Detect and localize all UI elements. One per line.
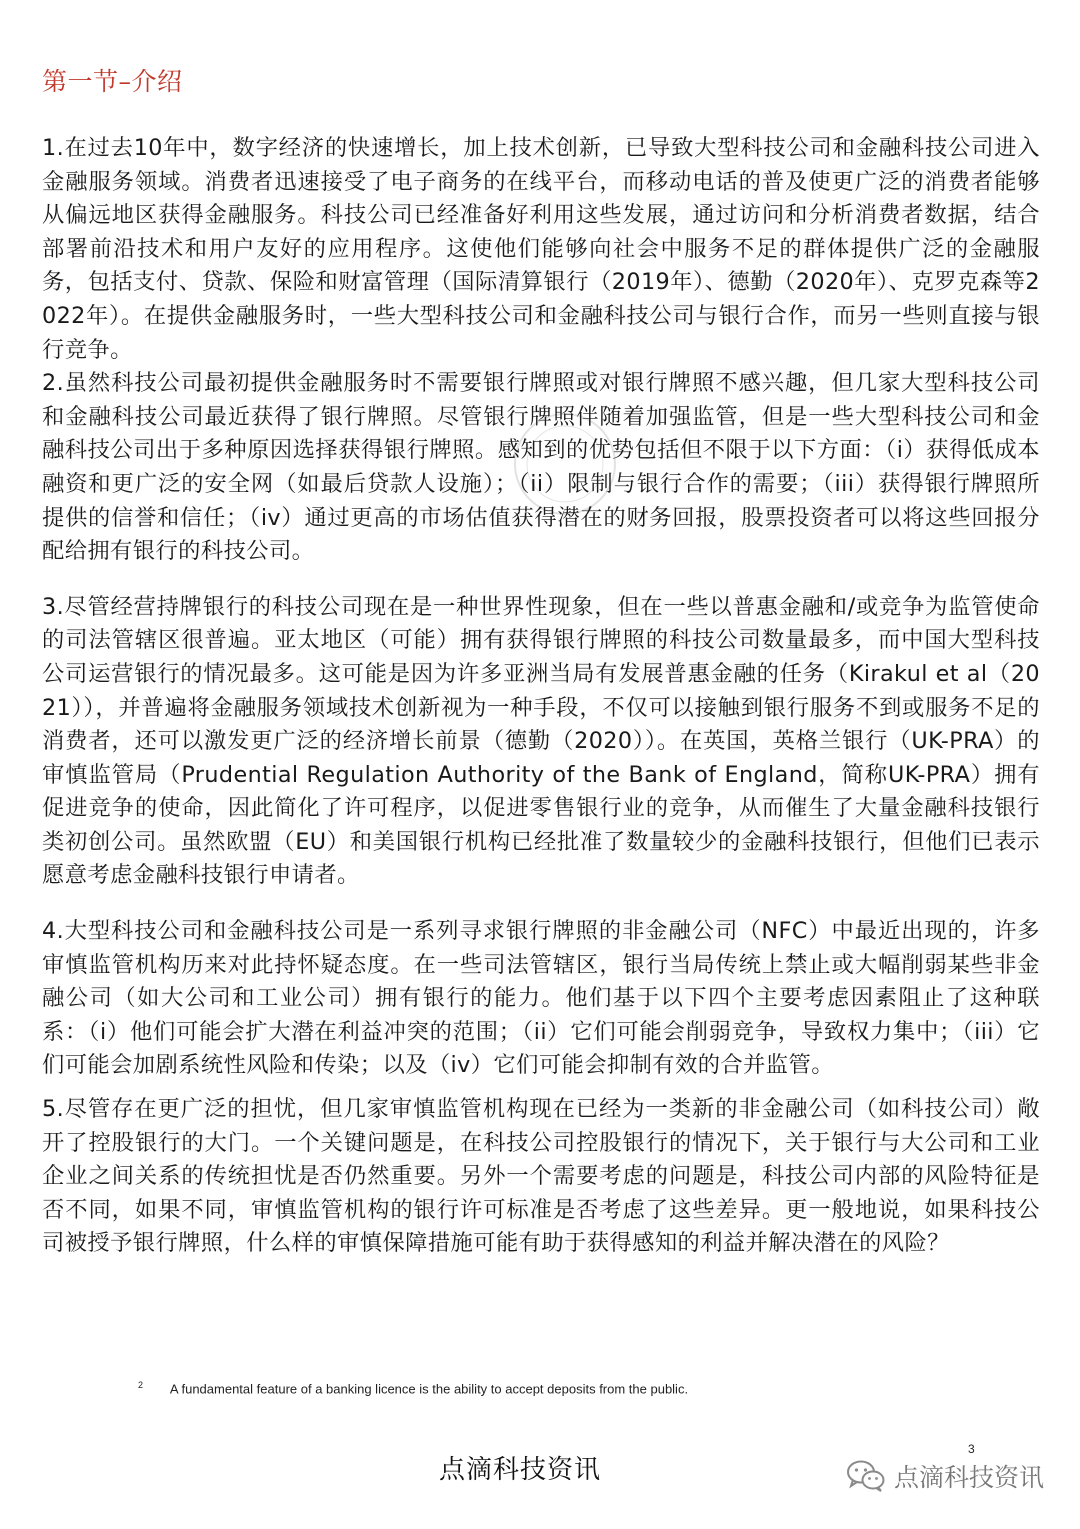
paragraph-5: 5.尽管存在更广泛的担忧，但几家审慎监管机构现在已经为一类新的非金融公司（如科技公司）敞开了控股银行的大门。一个关键问题是，在科技公司控股银行的情况下，关于银行与大公司和工业企业之间关系的传统担忧是否仍然重要。另外一个需要考虑的问题是，科技公司内部的风险特征是否不同，如果不同，审慎监管机构的银行许可标准是否考虑了这些差异。更一般地说，如果科技公司被授予银行牌照，什么样的审慎保障措施可能有助于获得感知的利益并解决潜在的风险？ — [42, 1096, 1040, 1257]
footnote — [138, 1380, 688, 1396]
paragraph-4: 4.大型科技公司和金融科技公司是一系列寻求银行牌照的非金融公司（NFC）中最近出现的，许多审慎监管机构历来对此持怀疑态度。在一些司法管辖区，银行当局传统上禁止或大幅削弱某些非金融公司（如大公司和工业公司）拥有银行的能力。他们基于以下四个主要考虑因素阻止了这种联系：（i）他们可能会扩大潜在利益冲突的范围；（ii）它们可能会削弱竞争，导致权力集中；（iii）它们可能会加剧系统性风险和传染；以及（iv）它们可能会抑制有效的合并监管。 — [42, 918, 1040, 1079]
paragraph-1: 1.在过去10年中，数字经济的快速增长，加上技术创新，已导致大型科技公司和金融科技公司进入金融服务领域。消费者迅速接受了电子商务的在线平台，而移动电话的普及使更广泛的消费者能够从偏远地区获得金融服务。科技公司已经准备好利用这些发展，通过访问和分析消费者数据，结合部署前沿技术和用户友好的应用程序。这使他们能够向社会中服务不足的群体提供广泛的金融服务，包括支付、贷款、保险和财富管理（国际清算银行（2019年）、德勤（2020年）、克罗克森等2022年）。在提供金融服务时，一些大型科技公司和金融科技公司与银行合作，而另一些则直接与银行竞争。 — [42, 135, 1040, 363]
footer-title: 点滴科技资讯 — [438, 1455, 601, 1485]
page-number: 3 — [968, 1442, 975, 1456]
body-text — [42, 132, 1040, 1261]
footnote-marker: 2 — [138, 1380, 144, 1390]
paragraph-3: 3.尽管经营持牌银行的科技公司现在是一种世界性现象，但在一些以普惠金融和/或竞争为监管使命的司法管辖区很普遍。亚太地区（可能）拥有获得银行牌照的科技公司数量最多，而中国大型科技公司运营银行的情况最多。这可能是因为许多亚洲当局有发展普惠金融的任务（Kirakul et al（2021）），并普遍将金融服务领域技术创新视为一种手段，不仅可以接触到银行服务不到或服务不足的消费者，还可以激发更广泛的经济增长前景（德勤（2020））。在英国，英格兰银行（UK-PRA）的审慎监管局（Prudential Regulation Authority of the Bank of England，简称UK-PRA）拥有促进竞争的使命，因此简化了许可程序，以促进零售银行业的竞争，从而催生了大量金融科技银行类初创公司。虽然欧盟（EU）和美国银行机构已经批准了数量较少的金融科技银行，但他们已表示愿意考虑金融科技银行申请者。 — [42, 593, 1040, 889]
wechat-icon — [846, 1459, 886, 1493]
section-heading: 第一节–介绍 — [42, 67, 183, 96]
paragraph-2: 2.虽然科技公司最初提供金融服务时不需要银行牌照或对银行牌照不感兴趣，但几家大型科技公司和金融科技公司最近获得了银行牌照。尽管银行牌照伴随着加强监管，但是一些大型科技公司和金融科技公司出于多种原因选择获得银行牌照。感知到的优势包括但不限于以下方面：（i）获得低成本融资和更广泛的安全网（如最后贷款人设施）；（ii）限制与银行合作的需要；（iii）获得银行牌照所提供的信誉和信任；（iv）通过更高的市场估值获得潜在的财务回报，股票投资者可以将这些回报分配给拥有银行的科技公司。 — [42, 370, 1040, 565]
footnote-text: A fundamental feature of a banking licence is the ability to accept deposits from the public. — [169, 1381, 689, 1397]
watermark-text: 点滴科技资讯 — [893, 1463, 1044, 1492]
wechat-watermark — [846, 1458, 1044, 1494]
